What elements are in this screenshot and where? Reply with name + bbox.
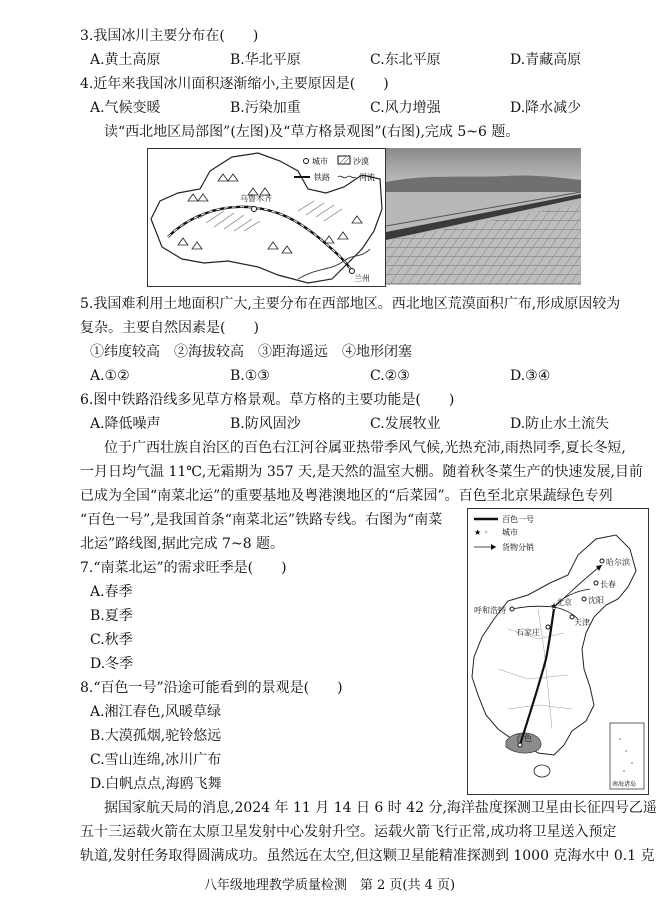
distant-dunes [386, 175, 581, 194]
q5-option-b[interactable]: B.①③ [230, 368, 270, 384]
svg-text:百色一号: 百色一号 [502, 515, 534, 524]
svg-text:城市: 城市 [312, 157, 328, 166]
map1-legend [294, 156, 375, 182]
city-urumqi-marker [252, 207, 257, 212]
q7-option-b[interactable]: B.夏季 [90, 608, 133, 624]
svg-text:北京: 北京 [556, 598, 572, 607]
svg-text:沈阳: 沈阳 [588, 596, 604, 605]
label-urumqi: 乌鲁木齐 [240, 194, 272, 203]
q4-stem: 4.近年来我国冰川面积逐渐缩小,主要原因是( ) [80, 76, 389, 92]
q3-option-a[interactable]: A.黄土高原 [90, 52, 161, 68]
q4-option-a[interactable]: A.气候变暖 [90, 100, 161, 116]
svg-text:城市: 城市 [502, 528, 518, 537]
svg-text:★: ★ [550, 602, 559, 612]
passage3-line2: 五十三运载火箭在太原卫星发射中心发射升空。运载火箭飞行正常,成功将卫星送入预定 [80, 824, 617, 840]
passage3-line3: 轨道,发射任务取得圆满成功。虽然远在太空,但这颗卫星能精准探测到 1000 克海水中 0.1 克 [80, 848, 655, 864]
map2-legend [474, 514, 534, 552]
q8-option-b[interactable]: B.大漠孤烟,驼铃悠远 [90, 728, 222, 744]
china-outline [472, 535, 636, 755]
passage2-line4: “百色一号”,是我国首条“南菜北运”铁路专线。右图为“南菜 [80, 512, 443, 528]
q5-option-a[interactable]: A.①② [90, 368, 130, 384]
svg-text:★ ◦: ★ ◦ [474, 528, 489, 537]
passage2-line3: 已成为全国“南菜北运”的重要基地及粤港澳地区的“后菜园”。百色至北京果蔬绿色专列 [80, 488, 613, 504]
desert-area [198, 201, 342, 231]
svg-text:哈尔滨: 哈尔滨 [606, 558, 630, 567]
q3-option-b[interactable]: B.华北平原 [230, 52, 301, 68]
page-footer: 八年级地理教学质量检测 第 2 页(共 4 页) [203, 878, 456, 893]
q3-stem: 3.我国冰川主要分布在( ) [80, 28, 259, 44]
svg-text:呼和浩特: 呼和浩特 [474, 606, 506, 615]
q7-option-a[interactable]: A.春季 [90, 584, 133, 600]
passage2-line5: 北运”路线图,据此完成 7~8 题。 [80, 536, 285, 552]
svg-text:货物分销: 货物分销 [502, 543, 534, 552]
hainan-island [534, 765, 550, 777]
south-china-sea-inset [610, 723, 644, 789]
city-lanzhou-marker [350, 269, 355, 274]
svg-text:河流: 河流 [359, 173, 375, 182]
straw-checkerboard-photo [386, 148, 581, 285]
passage3-line1: 据国家航天局的消息,2024 年 11 月 14 日 6 时 42 分,海洋盐度探测卫星由长征四号乙遥 [104, 800, 657, 816]
svg-text:铁路: 铁路 [314, 173, 330, 182]
svg-text:南海诸岛: 南海诸岛 [612, 781, 637, 788]
q4-option-c[interactable]: C.风力增强 [370, 100, 441, 116]
q8-stem: 8.“百色一号”沿途可能看到的景观是( ) [80, 680, 343, 696]
northwest-region-map [147, 148, 386, 287]
q6-option-c[interactable]: C.发展牧业 [370, 416, 441, 432]
vegetable-route-map [467, 508, 649, 795]
q4-option-d[interactable]: D.降水减少 [510, 100, 582, 116]
q5-stem-line2: 复杂。主要自然因素是( ) [80, 320, 259, 336]
q8-option-d[interactable]: D.白帆点点,海鸥飞舞 [90, 776, 222, 792]
q5-stem-line1: 5.我国难利用土地面积广大,主要分布在西部地区。西北地区荒漠面积广布,形成原因较为 [80, 296, 621, 312]
q7-stem: 7.“南菜北运”的需求旺季是( ) [80, 560, 287, 576]
q3-option-d[interactable]: D.青藏高原 [510, 52, 582, 68]
q8-option-a[interactable]: A.湘江春色,风暖草绿 [90, 704, 222, 720]
svg-text:沙漠: 沙漠 [353, 157, 369, 166]
svg-text:石家庄: 石家庄 [516, 628, 540, 637]
svg-text:百色: 百色 [516, 734, 532, 743]
q7-option-c[interactable]: C.秋季 [90, 632, 133, 648]
q5-factors: ①纬度较高 ②海拔较高 ③距海遥远 ④地形闭塞 [90, 344, 412, 360]
q3-option-c[interactable]: C.东北平原 [370, 52, 441, 68]
q8-option-c[interactable]: C.雪山连绵,冰川广布 [90, 752, 222, 768]
q4-option-b[interactable]: B.污染加重 [230, 100, 301, 116]
passage2-line1: 位于广西壮族自治区的百色右江河谷属亚热带季风气候,光热充沛,雨热同季,夏长冬短, [104, 440, 626, 456]
q6-stem: 6.图中铁路沿线多见草方格景观。草方格的主要功能是( ) [80, 392, 455, 408]
passage2-line2: 一月日均气温 11℃,无霜期为 357 天,是天然的温室大棚。随着秋冬菜生产的快速发展,目前 [80, 464, 643, 480]
q6-option-b[interactable]: B.防风固沙 [230, 416, 301, 432]
reading-instruction-5-6: 读“西北地区局部图”(左图)及“草方格景观图”(右图),完成 5~6 题。 [104, 124, 520, 140]
q5-option-d[interactable]: D.③④ [510, 368, 551, 384]
svg-text:天津: 天津 [574, 618, 590, 627]
q6-option-a[interactable]: A.降低噪声 [90, 416, 161, 432]
label-lanzhou: 兰州 [354, 274, 370, 283]
svg-text:长春: 长春 [600, 580, 616, 589]
q5-option-c[interactable]: C.②③ [370, 368, 410, 384]
q7-option-d[interactable]: D.冬季 [90, 656, 134, 672]
q6-option-d[interactable]: D.防止水土流失 [510, 416, 610, 432]
